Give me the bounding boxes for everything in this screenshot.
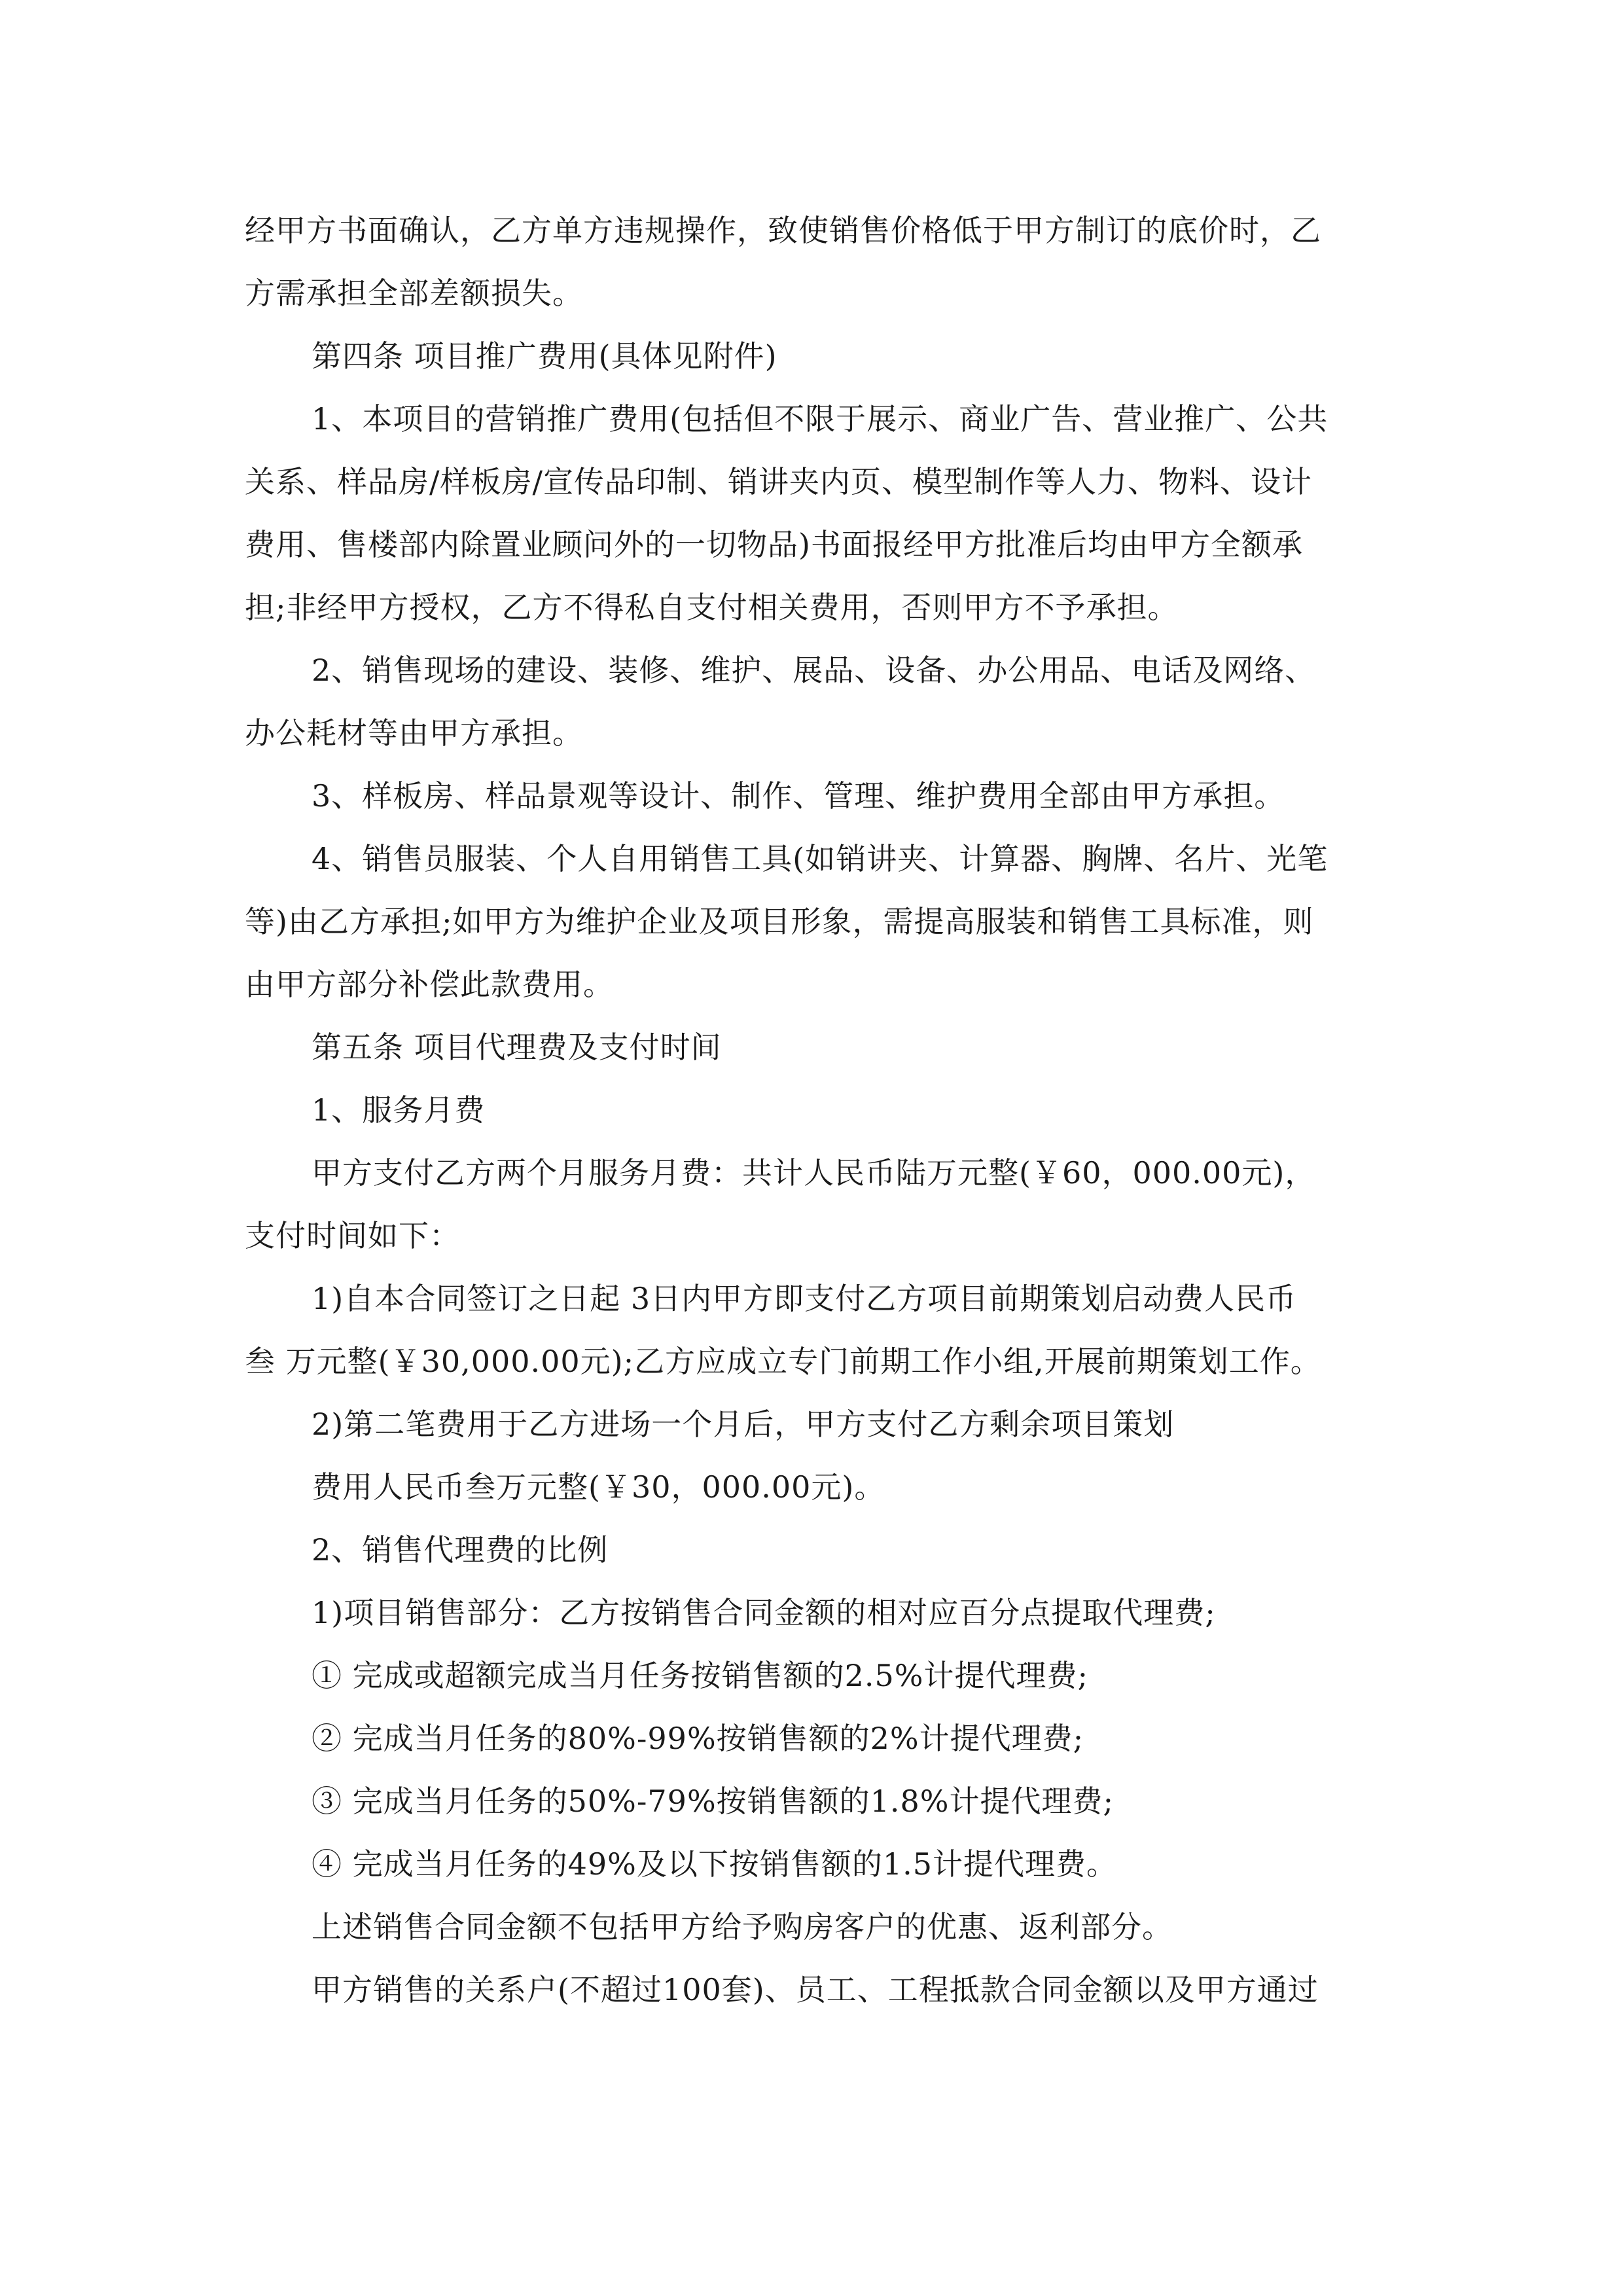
- text-line: 方需承担全部差额损失。: [245, 276, 583, 311]
- section-heading: 第五条 项目代理费及支付时间: [312, 1030, 722, 1065]
- text-line: 由甲方部分补偿此款费用。: [245, 967, 614, 1002]
- text-line: 费用、售楼部内除置业顾问外的一切物品)书面报经甲方批准后均由甲方全额承: [245, 527, 1303, 562]
- text-line: 费用人民币叁万元整(￥30，000.00元)。: [312, 1469, 885, 1505]
- list-item: ④ 完成当月任务的49%及以下按销售额的1.5计提代理费。: [312, 1846, 1118, 1882]
- text-line: 1、本项目的营销推广费用(包括但不限于展示、商业广告、营业推广、公共: [312, 401, 1329, 437]
- text-line: 支付时间如下：: [245, 1218, 460, 1253]
- text-line: 2、销售代理费的比例: [312, 1532, 609, 1568]
- text-line: 甲方支付乙方两个月服务月费：共计人民币陆万元整(￥60，000.00元)，: [312, 1155, 1316, 1191]
- text-line: 4、销售员服装、个人自用销售工具(如销讲夹、计算器、胸牌、名片、光笔: [312, 841, 1329, 876]
- text-line: 叁 万元整(￥30,000.00元);乙方应成立专门前期工作小组,开展前期策划工作。: [245, 1344, 1321, 1379]
- text-line: 1)项目销售部分：乙方按销售合同金额的相对应百分点提取代理费;: [312, 1595, 1216, 1630]
- text-line: 1)自本合同签订之日起 3日内甲方即支付乙方项目前期策划启动费人民币: [312, 1281, 1297, 1316]
- section-heading: 第四条 项目推广费用(具体见附件): [312, 338, 777, 374]
- text-line: 1、服务月费: [312, 1092, 486, 1128]
- text-line: 甲方销售的关系户(不超过100套)、员工、工程抵款合同金额以及甲方通过: [312, 1972, 1319, 2007]
- text-line: 办公耗材等由甲方承担。: [245, 715, 583, 751]
- text-line: 关系、样品房/样板房/宣传品印制、销讲夹内页、模型制作等人力、物料、设计: [245, 464, 1312, 499]
- list-item: ① 完成或超额完成当月任务按销售额的2.5%计提代理费;: [312, 1658, 1088, 1693]
- text-line: 担;非经甲方授权，乙方不得私自支付相关费用，否则甲方不予承担。: [245, 590, 1179, 625]
- list-item: ② 完成当月任务的80%-99%按销售额的2%计提代理费;: [312, 1721, 1084, 1756]
- list-item: ③ 完成当月任务的50%-79%按销售额的1.8%计提代理费;: [312, 1784, 1115, 1819]
- text-line: 2、销售现场的建设、装修、维护、展品、设备、办公用品、电话及网络、: [312, 653, 1316, 688]
- text-line: 上述销售合同金额不包括甲方给予购房客户的优惠、返利部分。: [312, 1909, 1173, 1945]
- text-line: 2)第二笔费用于乙方进场一个月后，甲方支付乙方剩余项目策划: [312, 1407, 1175, 1442]
- text-line: 经甲方书面确认，乙方单方违规操作，致使销售价格低于甲方制订的底价时，乙: [245, 213, 1321, 248]
- text-line: 3、样板房、样品景观等设计、制作、管理、维护费用全部由甲方承担。: [312, 778, 1285, 814]
- text-line: 等)由乙方承担;如甲方为维护企业及项目形象，需提高服装和销售工具标准，则: [245, 904, 1314, 939]
